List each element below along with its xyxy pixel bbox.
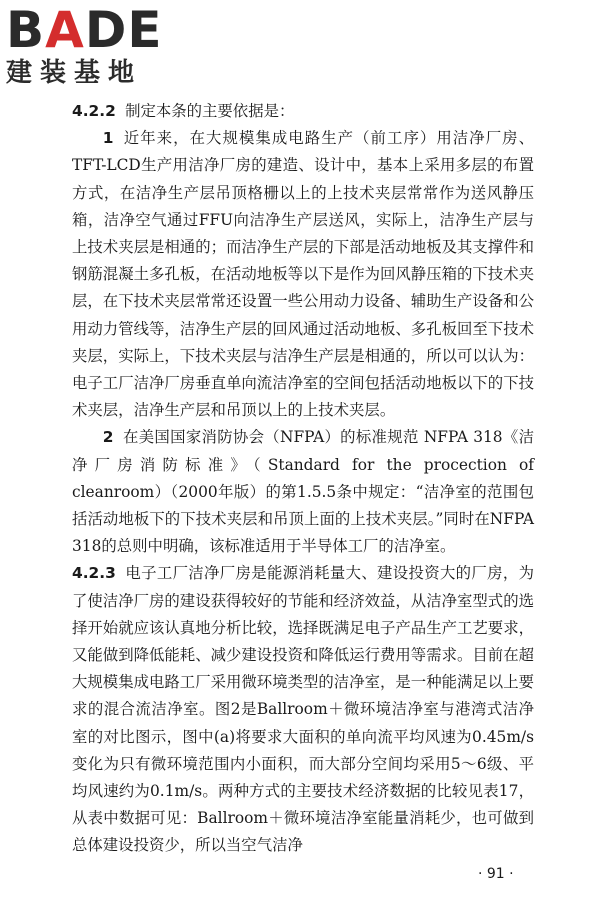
paragraph-item-2 bbox=[72, 424, 534, 560]
paragraph-item-1 bbox=[72, 125, 534, 424]
paragraph-text: 在美国国家消防协会（NFPA）的标准规范 NFPA 318《洁净厂房消防标准》（Standard for the procection of cleanroom）（2000年版）的第1.5.5条中规定：“洁净室的范围包括活动地板下的下技术夹层和吊顶上面的上技术夹层。”同时在NFPA 318的总则中明确，该标准适用于半导体工厂的洁净室。 bbox=[72, 428, 534, 556]
item-number: 1 bbox=[102, 129, 114, 148]
logo-letters-de: DE bbox=[84, 1, 163, 59]
paragraph-4-2-3 bbox=[72, 560, 534, 859]
section-number: 4.2.2 bbox=[72, 102, 116, 120]
paragraph-text: 制定本条的主要依据是： bbox=[125, 102, 295, 120]
bade-logo bbox=[6, 1, 186, 92]
logo-wordmark bbox=[6, 1, 186, 59]
paragraph-text: 近年来，在大规模集成电路生产（前工序）用洁净厂房、TFT-LCD生产用洁净厂房的建造、设计中，基本上采用多层的布置方式，在洁净生产层吊顶格栅以上的上技术夹层常常作为送风静压箱，洁净空气通过FFU向洁净生产层送风，实际上，洁净生产层与上技术夹层是相通的；而洁净生产层的下部是活动地板及其支撑件和钢筋混凝土多孔板，在活动地板等以下是作为回风静压箱的下技术夹层，在下技术夹层常常还设置一些公用动力设备、辅助生产设备和公用动力管线等，洁净生产层的回风通过活动地板、多孔板回至下技术夹层，实际上，下技术夹层与洁净生产层是相通的，所以可以认为：电子工厂洁净厂房垂直单向流洁净室的空间包括活动地板以下的下技术夹层，洁净生产层和吊顶以上的上技术夹层。 bbox=[72, 129, 534, 420]
logo-letter-b: B bbox=[6, 1, 46, 59]
paragraph-4-2-2 bbox=[72, 98, 534, 125]
page-number: · 91 · bbox=[478, 866, 514, 882]
section-number: 4.2.3 bbox=[72, 564, 116, 583]
item-number: 2 bbox=[102, 428, 114, 447]
document-body bbox=[72, 98, 534, 860]
paragraph-text: 电子工厂洁净厂房是能源消耗量大、建设投资大的厂房，为了使洁净厂房的建设获得较好的节能和经济效益，从洁净室型式的选择开始就应该认真地分析比较，选择既满足电子产品生产工艺要求，又能做到降低能耗、减少建设投资和降低运行费用等需求。目前在超大规模集成电路工厂采用微环境类型的洁净室，是一种能满足以上要求的混合流洁净室。图2是Ballroom＋微环境洁净室与港湾式洁净室的对比图示，图中(a)将要求大面积的单向流平均风速为0.45m/s变化为只有微环境范围内小面积，而大部分空间均采用5～6级、平均风速约为0.1m/s。两种方式的主要技术经济数据的比较见表17，从表中数据可见：Ballroom＋微环境洁净室能量消耗少，也可做到总体建设投资少，所以当空气洁净 bbox=[72, 564, 534, 855]
logo-letter-a: A bbox=[45, 1, 85, 59]
logo-subtitle: 建装基地 bbox=[6, 58, 143, 88]
